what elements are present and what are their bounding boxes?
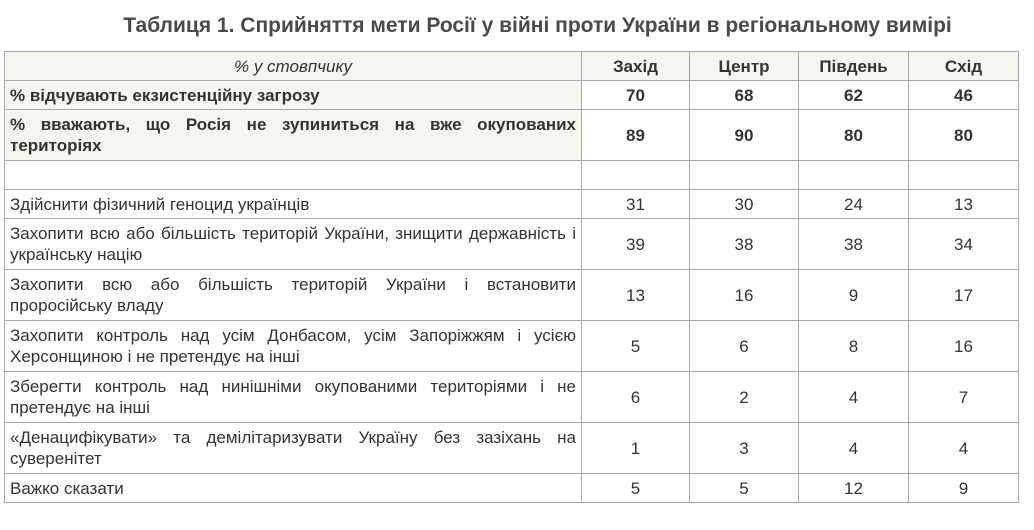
cell-east: 4 (909, 423, 1019, 474)
row-label: Захопити контроль над усім Донбасом, усім Запоріжжям і усією Херсонщиною і не претендує на інші (5, 321, 582, 372)
cell-west: 5 (582, 321, 690, 372)
region-table (4, 51, 1019, 503)
cell-west: 5 (582, 474, 690, 503)
header-label: % у стовпчику (5, 52, 582, 81)
cell-east: 34 (909, 219, 1019, 270)
cell-center: 3 (690, 423, 799, 474)
row-label: «Денацифікувати» та демілітаризувати Україну без зазіхань на суверенітет (5, 423, 582, 474)
cell-west: 89 (582, 110, 690, 161)
table-row (5, 321, 1019, 372)
table-row (5, 81, 1019, 110)
cell-east: 46 (909, 81, 1019, 110)
cell-south: 80 (799, 110, 909, 161)
cell-center (690, 161, 799, 190)
row-label: Захопити всю або більшість територій України і встановити проросійську владу (5, 270, 582, 321)
cell-west: 39 (582, 219, 690, 270)
cell-south: 9 (799, 270, 909, 321)
row-label: % вважають, що Росія не зупиниться на вже окупованих територіях (5, 110, 582, 161)
cell-west: 70 (582, 81, 690, 110)
cell-west: 31 (582, 190, 690, 219)
table-row (5, 270, 1019, 321)
row-label: Здійснити фізичний геноцид українців (5, 190, 582, 219)
header-center: Центр (690, 52, 799, 81)
cell-south: 4 (799, 372, 909, 423)
row-label: Захопити всю або більшість територій України, знищити державність і українську націю (5, 219, 582, 270)
row-label (5, 161, 582, 190)
table-row (5, 423, 1019, 474)
cell-east: 7 (909, 372, 1019, 423)
cell-east: 9 (909, 474, 1019, 503)
cell-center: 6 (690, 321, 799, 372)
cell-east (909, 161, 1019, 190)
header-row (5, 52, 1019, 81)
cell-south: 4 (799, 423, 909, 474)
cell-center: 68 (690, 81, 799, 110)
cell-west: 1 (582, 423, 690, 474)
header-west: Захід (582, 52, 690, 81)
table-row (5, 474, 1019, 503)
header-south: Південь (799, 52, 909, 81)
header-east: Схід (909, 52, 1019, 81)
cell-west: 6 (582, 372, 690, 423)
table-row (5, 372, 1019, 423)
row-label: Важко сказати (5, 474, 582, 503)
cell-west: 13 (582, 270, 690, 321)
cell-south: 62 (799, 81, 909, 110)
table-row (5, 219, 1019, 270)
cell-center: 2 (690, 372, 799, 423)
cell-south: 8 (799, 321, 909, 372)
cell-east: 80 (909, 110, 1019, 161)
cell-south: 38 (799, 219, 909, 270)
cell-center: 16 (690, 270, 799, 321)
table-row-blank (5, 161, 1019, 190)
table-row (5, 110, 1019, 161)
cell-center: 30 (690, 190, 799, 219)
cell-center: 38 (690, 219, 799, 270)
cell-south: 24 (799, 190, 909, 219)
table-title: Таблиця 1. Сприйняття мети Росії у війні проти України в регіональному вимірі (123, 14, 952, 37)
cell-east: 13 (909, 190, 1019, 219)
table-row (5, 190, 1019, 219)
row-label: % відчувають екзистенційну загрозу (5, 81, 582, 110)
cell-south (799, 161, 909, 190)
cell-east: 17 (909, 270, 1019, 321)
cell-east: 16 (909, 321, 1019, 372)
cell-south: 12 (799, 474, 909, 503)
cell-center: 5 (690, 474, 799, 503)
cell-center: 90 (690, 110, 799, 161)
row-label: Зберегти контроль над нинішніми окупованими територіями і не претендує на інші (5, 372, 582, 423)
cell-west (582, 161, 690, 190)
